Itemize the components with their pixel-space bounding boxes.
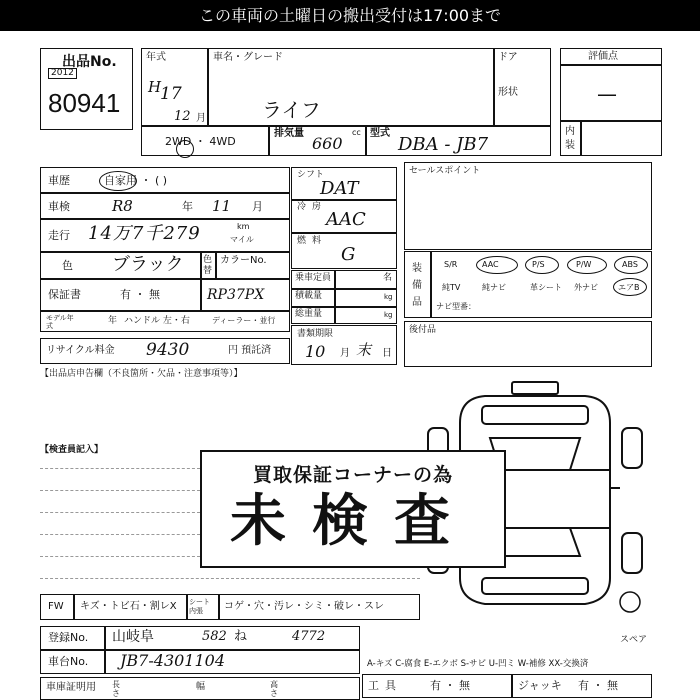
- stamp-line1: 買取保証コーナーの為: [252, 464, 453, 486]
- model-label: 型式: [370, 128, 390, 139]
- cert-width: 幅: [196, 682, 206, 692]
- interior-label: 内装: [565, 126, 575, 151]
- lot-number: 80941: [48, 88, 121, 118]
- banner: この車両の土曜日の搬出受付は17:00まで: [0, 0, 700, 31]
- fw-label: FW: [48, 601, 64, 612]
- colorno-label: カラーNo.: [220, 255, 267, 266]
- seat-label: シート内張: [189, 598, 210, 615]
- year-value: 17: [160, 84, 182, 104]
- color-value: ブラック: [112, 254, 184, 275]
- stamp-line2: 未検査: [230, 489, 476, 554]
- equipment-nav-label: ナビ型番：: [436, 302, 476, 311]
- jack-value: 有 ・ 無: [578, 679, 618, 692]
- sales-point-label: セールスポイント: [409, 166, 481, 176]
- equip-leather: 革シート: [530, 283, 562, 292]
- warranty-label: 保証書: [48, 288, 81, 301]
- history-label: 車歴: [48, 174, 70, 187]
- seat-items: コゲ・穴・汚レ・シミ・破レ・スレ: [224, 601, 384, 612]
- model-value: DBA - JB7: [398, 134, 489, 155]
- registration-class: 582: [202, 629, 227, 644]
- weight-unit: kg: [384, 311, 393, 319]
- recycle-label: リサイクル料金: [46, 345, 115, 356]
- inspection-era: R8: [112, 197, 133, 215]
- registration-kana: ね: [234, 629, 248, 644]
- equipment-label: 装備品: [412, 263, 422, 308]
- cert-long: 長さ: [112, 680, 120, 698]
- equip-ps: P/S: [532, 260, 545, 269]
- cert-label: 車庫証明用: [46, 682, 96, 693]
- after-parts-box: [404, 321, 652, 367]
- year-month-unit: 月: [196, 113, 206, 124]
- inspection-year-unit: 年: [182, 200, 193, 213]
- not-inspected-stamp: [200, 450, 506, 568]
- capacity-label: 乗車定員: [295, 273, 332, 283]
- aircon-label: 冷房: [297, 202, 328, 212]
- chassis-label: 車台No.: [48, 655, 89, 668]
- docs-day-unit: 日: [382, 348, 392, 359]
- equip-extnavi: 外ナビ: [574, 283, 598, 292]
- drive-circle: [176, 140, 194, 158]
- warranty-value: 有 ・ 無: [120, 288, 160, 301]
- capacity-unit: 名: [383, 273, 393, 283]
- score-value: —: [597, 82, 617, 106]
- equip-navi: 純ナビ: [482, 283, 506, 292]
- year-label: 年式: [146, 52, 166, 63]
- chassis-value: JB7-4301104: [120, 651, 226, 670]
- model-year-unit: 年: [108, 316, 118, 326]
- cert-height: 高さ: [270, 680, 278, 698]
- weight-label: 総重量: [295, 309, 323, 319]
- shift-value: DAT: [320, 178, 359, 199]
- model-year-label: モデル年式: [46, 314, 74, 330]
- mileage-label: 走行: [48, 229, 70, 242]
- equip-abs: ABS: [622, 260, 638, 269]
- after-parts-label: 後付品: [409, 325, 437, 335]
- model-year-handle: ハンドル 左・右: [124, 316, 190, 326]
- inspection-month-unit: 月: [252, 200, 263, 213]
- load-label: 積載量: [295, 291, 323, 301]
- mileage-unit-km: km: [237, 222, 250, 231]
- docs-label: 書類期限: [297, 329, 334, 339]
- history-value: 自家用 ・ ( ): [104, 174, 168, 187]
- lot-label: 出品No.: [62, 54, 117, 70]
- inspection-month: 11: [212, 197, 232, 215]
- displacement-unit: cc: [352, 128, 361, 137]
- colorno-value: RP37PX: [207, 287, 265, 303]
- damage-legend: A-キズ C-腐食 E-エクボ S-サビ U-凹ミ W-補修 XX-交換済: [367, 659, 589, 669]
- docs-month-unit: 月: [340, 348, 350, 359]
- mileage-unit-mile: マイル: [230, 235, 254, 244]
- load-unit: kg: [384, 293, 393, 301]
- year-era: H: [148, 78, 162, 96]
- inspector-label: 【検査員記入】: [40, 445, 104, 455]
- registration-label: 登録No.: [48, 631, 89, 644]
- color-label: 色: [62, 259, 73, 272]
- notes-label: 【出品店申告欄（不良箇所・欠品・注意事項等）】: [40, 369, 243, 379]
- score-label: 評価点: [588, 51, 618, 62]
- recycle-value: 9430: [146, 340, 190, 360]
- name-value: ライフ: [262, 98, 321, 122]
- history-circle: [99, 171, 137, 191]
- lot-year: 2012: [48, 68, 77, 79]
- recycle-unit: 円 預託済: [228, 345, 272, 356]
- equip-tv: 純TV: [442, 283, 461, 292]
- model-year-dealer: ディーラー・並行: [212, 316, 276, 325]
- door-label: ドア: [498, 52, 518, 63]
- shape-label: 形状: [498, 87, 518, 98]
- registration-region: 山岐阜: [112, 629, 154, 645]
- docs-end: 末: [356, 341, 372, 359]
- equip-pw: P/W: [576, 260, 592, 269]
- tools-value: 有 ・ 無: [430, 679, 470, 692]
- shift-label: シフト: [297, 170, 325, 180]
- equip-sr: S/R: [444, 260, 458, 269]
- displacement-value: 660: [312, 134, 343, 153]
- equip-aac: AAC: [482, 260, 499, 269]
- displacement-label: 排気量: [274, 128, 304, 139]
- year-month: 12: [174, 109, 191, 124]
- color-change-label: 色替: [203, 255, 213, 276]
- fuel-value: G: [341, 244, 356, 265]
- aircon-value: AAC: [326, 209, 366, 230]
- equip-airbag: エアB: [618, 283, 640, 292]
- docs-value: 10: [305, 342, 326, 361]
- fw-items: キズ・トビ石・割レX: [80, 601, 177, 612]
- mileage-value: 14万7千279: [88, 223, 201, 244]
- spare-label: スペア: [620, 635, 648, 645]
- tools-label: 工具: [368, 679, 402, 692]
- jack-label: ジャッキ: [518, 679, 562, 692]
- name-label: 車名・グレード: [213, 52, 283, 63]
- registration-number: 4772: [292, 629, 326, 644]
- drive-label: 2WD ・ 4WD: [165, 135, 236, 148]
- fuel-label: 燃料: [297, 236, 328, 246]
- inspection-label: 車検: [48, 200, 70, 213]
